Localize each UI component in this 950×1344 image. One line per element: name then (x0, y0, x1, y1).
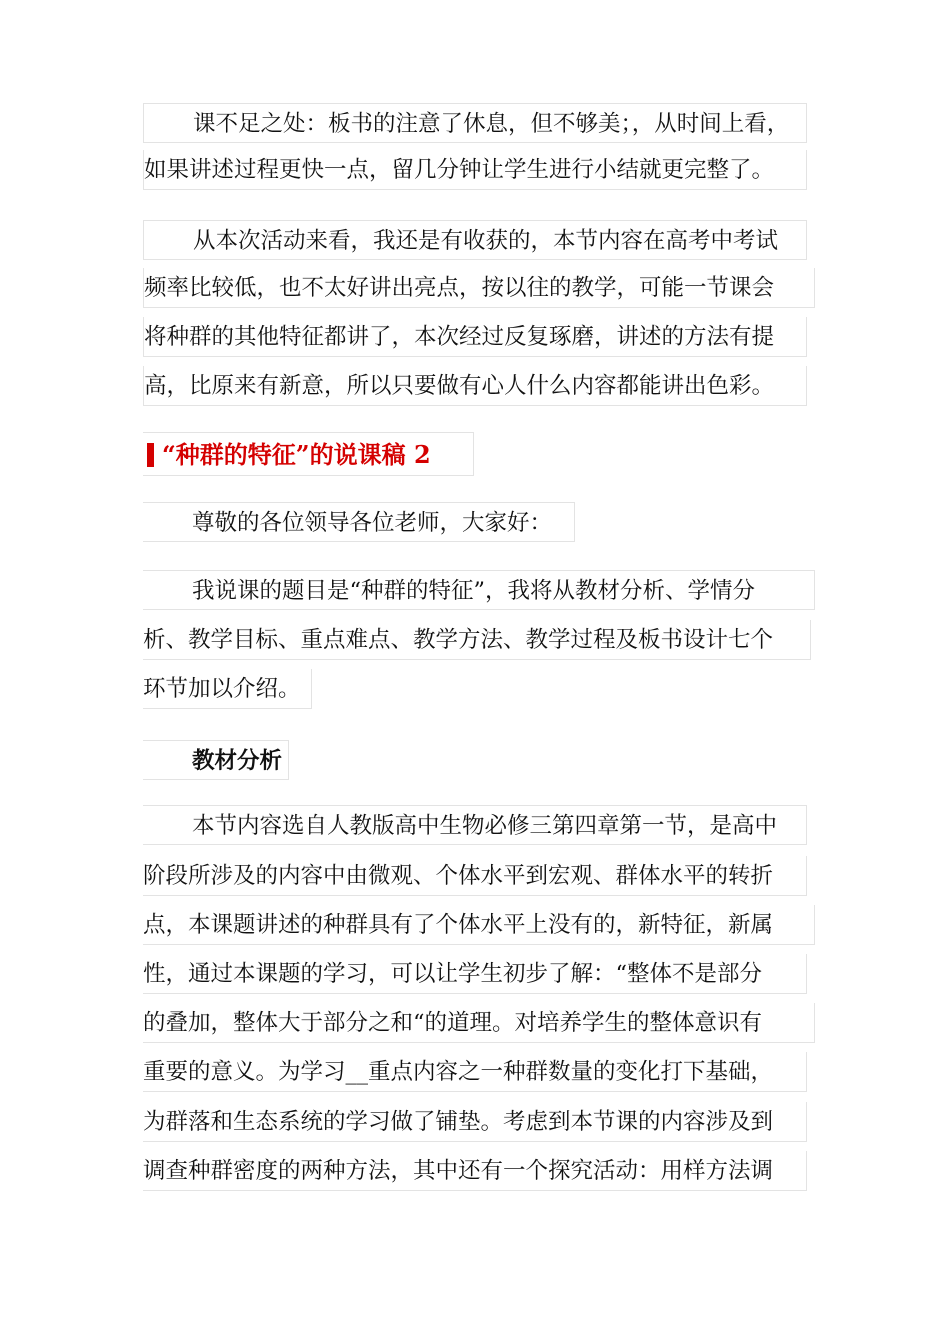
paragraph-line: 点，本课题讲述的种群具有了个体水平上没有的，新特征，新属 (143, 905, 815, 945)
paragraph-line: 为群落和生态系统的学习做了铺垫。考虑到本节课的内容涉及到 (143, 1102, 807, 1142)
paragraph-line: 阶段所涉及的内容中由微观、个体水平到宏观、群体水平的转折 (143, 856, 807, 896)
paragraph-line: 高，比原来有新意，所以只要做有心人什么内容都能讲出色彩。 (143, 366, 807, 406)
paragraph-line: 从本次活动来看，我还是有收获的，本节内容在高考中考试 (143, 220, 807, 260)
paragraph-line: 频率比较低，也不太好讲出亮点，按以往的教学，可能一节课会 (143, 268, 815, 308)
paragraph-line: 将种群的其他特征都讲了，本次经过反复琢磨，讲述的方法有提 (143, 317, 807, 357)
greeting-line: 尊敬的各位领导各位老师，大家好： (143, 502, 575, 542)
heading-text: “种群的特征”的说课稿 2 (162, 440, 431, 469)
paragraph-line: 性，通过本课题的学习，可以让学生初步了解：“整体不是部分 (143, 954, 807, 994)
heading-marker (147, 443, 154, 467)
paragraph-line: 环节加以介绍。 (143, 669, 312, 709)
section-heading (143, 432, 474, 476)
paragraph-line: 调查种群密度的两种方法，其中还有一个探究活动：用样方法调 (143, 1151, 807, 1191)
paragraph-line: 如果讲述过程更快一点，留几分钟让学生进行小结就更完整了。 (143, 150, 807, 190)
paragraph-line: 的叠加，整体大于部分之和“的道理。对培养学生的整体意识有 (143, 1003, 815, 1043)
paragraph-line: 课不足之处：板书的注意了休息，但不够美；，从时间上看， (143, 103, 807, 143)
paragraph-line: 我说课的题目是“种群的特征”，我将从教材分析、学情分 (143, 570, 815, 610)
subsection-heading: 教材分析 (143, 740, 289, 780)
paragraph-line: 重要的意义。为学习__重点内容之一种群数量的变化打下基础， (143, 1052, 807, 1092)
paragraph-line: 析、教学目标、重点难点、教学方法、教学过程及板书设计七个 (143, 620, 811, 660)
paragraph-line: 本节内容选自人教版高中生物必修三第四章第一节，是高中 (143, 805, 807, 845)
